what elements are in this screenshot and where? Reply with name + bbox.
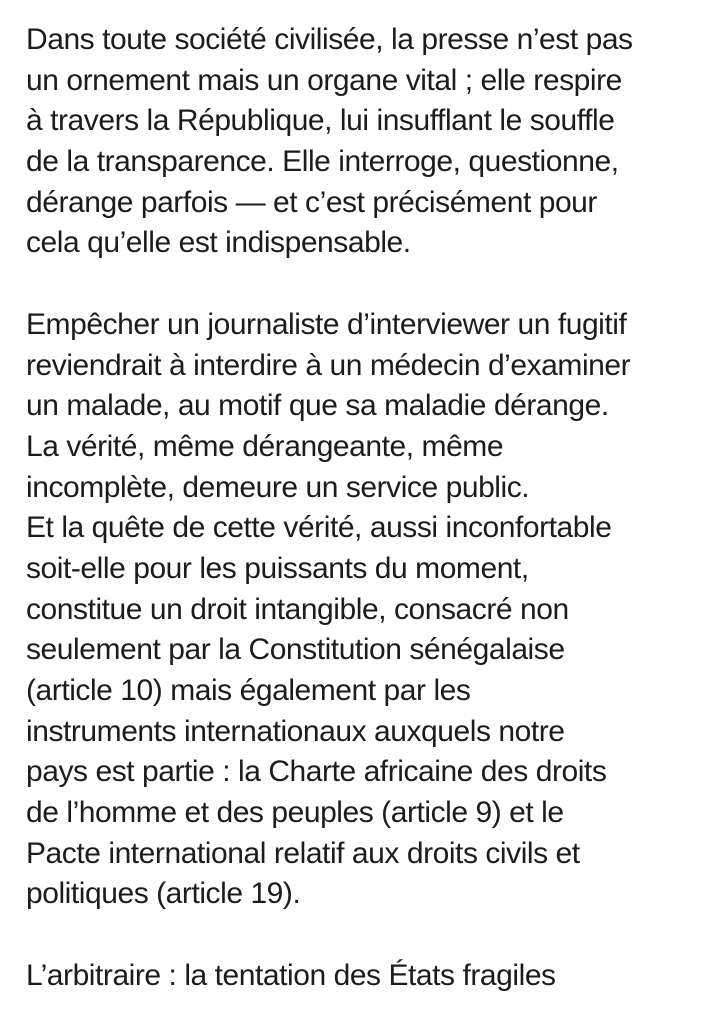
text-line: L’arbitraire : la tentation des États fragiles: [26, 958, 556, 992]
paragraph-gap: [26, 915, 706, 956]
text-line: reviendrait à interdire à un médecin d’examiner: [26, 348, 631, 382]
text-line: instruments internationaux auxquels notre: [26, 714, 565, 748]
text-line: Et la quête de cette vérité, aussi inconfortable: [26, 511, 612, 545]
paragraph-journalist-right: [26, 305, 706, 915]
text-line: de l’homme et des peuples (article 9) et le: [26, 796, 564, 830]
text-line: pays est partie : la Charte africaine des droits: [26, 755, 607, 789]
text-line: Empêcher un journaliste d’interviewer un fugitif: [26, 307, 627, 341]
text-line: un ornement mais un organe vital ; elle respire: [26, 63, 622, 97]
text-line: de la transparence. Elle interroge, questionne,: [26, 145, 619, 179]
text-line: Pacte international relatif aux droits civils et: [26, 836, 580, 870]
text-line: incomplète, demeure un service public.: [26, 470, 530, 504]
text-line: dérange parfois — et c’est précisément pour: [26, 185, 597, 219]
text-line: seulement par la Constitution sénégalaise: [26, 633, 565, 667]
text-line: La vérité, même dérangeante, même: [26, 429, 504, 463]
text-line: soit-elle pour les puissants du moment,: [26, 551, 529, 585]
paragraph-press-role: [26, 20, 706, 264]
section-heading: [26, 956, 706, 997]
text-line: constitue un droit intangible, consacré non: [26, 592, 569, 626]
text-line: politiques (article 19).: [26, 877, 301, 911]
article-text: [26, 20, 706, 997]
text-line: (article 10) mais également par les: [26, 674, 471, 707]
text-line: cela qu’elle est indispensable.: [26, 226, 411, 260]
text-line: un malade, au motif que sa maladie dérange.: [26, 389, 609, 423]
text-line: à travers la République, lui insufflant le souffle: [26, 104, 615, 138]
text-line: Dans toute société civilisée, la presse n’est pas: [26, 23, 633, 56]
paragraph-gap: [26, 264, 706, 305]
